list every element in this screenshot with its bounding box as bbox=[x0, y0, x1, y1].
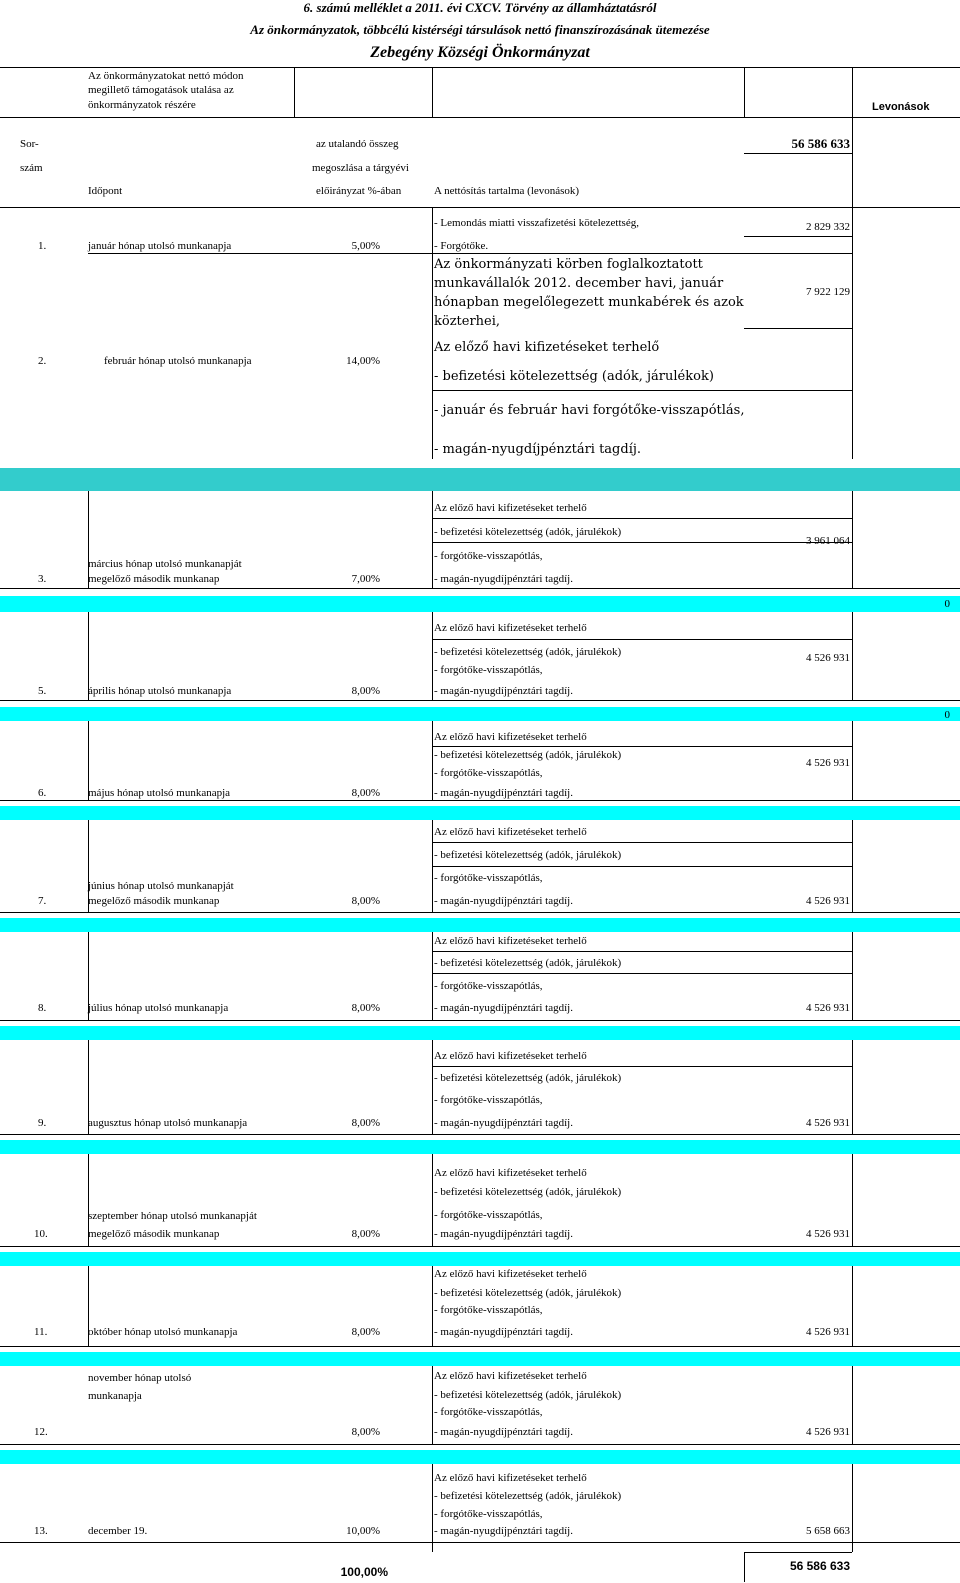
col-header-szam: szám bbox=[20, 162, 43, 174]
total-percent: 100,00% bbox=[340, 1565, 388, 1579]
row2-amount-underline bbox=[744, 328, 852, 329]
row6-divider bbox=[432, 721, 433, 800]
row12-text-befiz: - befizetési kötelezettség (adók, járulékok) bbox=[434, 1389, 622, 1401]
row1-percent: 5,00% bbox=[351, 240, 380, 252]
row1-text-forgotoke: - Forgótőke. bbox=[434, 240, 489, 252]
levonasok-label: Levonások bbox=[872, 101, 930, 113]
row3-text-befiz: - befizetési kötelezettség (adók, járulékok) bbox=[434, 526, 622, 538]
row13-text-befiz: - befizetési kötelezettség (adók, járulékok) bbox=[434, 1490, 622, 1502]
row5-bottom-border bbox=[0, 700, 960, 701]
row11-bottom-border bbox=[0, 1346, 960, 1347]
row7-date-2: megelőző második munkanap bbox=[88, 895, 220, 907]
col-header-utalando: az utalandó összeg bbox=[316, 138, 399, 150]
row12-date-1: november hónap utolsó bbox=[88, 1372, 192, 1384]
row3-number: 3. bbox=[38, 573, 47, 585]
row12-date-2: munkanapja bbox=[88, 1390, 142, 1402]
row13-text-elozo: Az előző havi kifizetéseket terhelő bbox=[434, 1472, 587, 1484]
row11-right-border bbox=[852, 1266, 853, 1346]
row2-befiz-underline bbox=[432, 390, 852, 391]
row9-number: 9. bbox=[38, 1117, 47, 1129]
row3-line-1 bbox=[432, 518, 852, 519]
row7-text-forgo: - forgótőke-visszapótlás, bbox=[434, 872, 543, 884]
row10-amount: 4 526 931 bbox=[806, 1228, 850, 1240]
row9-bottom-border bbox=[0, 1134, 960, 1135]
zero-value-1: 0 bbox=[944, 598, 950, 610]
row9-text-forgo: - forgótőke-visszapótlás, bbox=[434, 1094, 543, 1106]
row7-percent: 8,00% bbox=[351, 895, 380, 907]
row10-text-befiz: - befizetési kötelezettség (adók, járulékok) bbox=[434, 1186, 622, 1198]
row10-percent: 8,00% bbox=[351, 1228, 380, 1240]
row11-date: október hónap utolsó munkanapja bbox=[88, 1326, 238, 1338]
row7-date-1: június hónap utolsó munkanapját bbox=[88, 880, 234, 892]
row13-date: december 19. bbox=[88, 1525, 148, 1537]
row9-text-elozo: Az előző havi kifizetéseket terhelő bbox=[434, 1050, 587, 1062]
row3-text-magan: - magán-nyugdíjpénztári tagdíj. bbox=[434, 573, 573, 585]
row12-amount: 4 526 931 bbox=[806, 1426, 850, 1438]
footer-top-border bbox=[744, 1552, 852, 1553]
row8-bottom-border bbox=[0, 1020, 960, 1021]
row2-text-onk-2: munkavállalók 2012. december havi, január bbox=[434, 276, 724, 291]
header-divider-2 bbox=[432, 67, 433, 117]
row11-percent: 8,00% bbox=[351, 1326, 380, 1338]
row12-right-border bbox=[852, 1366, 853, 1444]
row3-right-border bbox=[852, 491, 853, 588]
row9-amount: 4 526 931 bbox=[806, 1117, 850, 1129]
row13-amount: 5 658 663 bbox=[806, 1525, 850, 1537]
document-subtitle: Az önkormányzatok, többcélú kistérségi társulások nettó finanszírozásának ütemezése bbox=[250, 22, 710, 37]
row2-text-onk-4: közterhei, bbox=[434, 314, 501, 329]
separator-band-9 bbox=[0, 1352, 960, 1366]
row12-text-magan: - magán-nyugdíjpénztári tagdíj. bbox=[434, 1426, 573, 1438]
row3-date-2: megelőző második munkanap bbox=[88, 573, 220, 585]
header-bottom-border bbox=[0, 117, 960, 118]
row8-text-elozo: Az előző havi kifizetéseket terhelő bbox=[434, 935, 587, 947]
row13-text-forgo: - forgótőke-visszapótlás, bbox=[434, 1508, 543, 1520]
row7-number: 7. bbox=[38, 895, 47, 907]
row11-amount: 4 526 931 bbox=[806, 1326, 850, 1338]
row1-amount-underline bbox=[744, 236, 852, 237]
header-divider-3 bbox=[744, 67, 745, 117]
row5-text-forgo: - forgótőke-visszapótlás, bbox=[434, 664, 543, 676]
row3-text-forgo: - forgótőke-visszapótlás, bbox=[434, 550, 543, 562]
row1-right-border bbox=[852, 207, 853, 459]
row2-text-elozo: Az előző havi kifizetéseket terhelő bbox=[434, 340, 660, 355]
header-divider-1 bbox=[294, 67, 295, 117]
header-right-border bbox=[852, 117, 853, 207]
row10-text-forgo: - forgótőke-visszapótlás, bbox=[434, 1209, 543, 1221]
row5-line-1 bbox=[432, 639, 852, 640]
row11-number: 11. bbox=[34, 1326, 48, 1338]
separator-band-8 bbox=[0, 1252, 960, 1266]
row12-bottom-border bbox=[0, 1444, 960, 1445]
row1-number: 1. bbox=[38, 240, 47, 252]
row8-line-1 bbox=[432, 951, 852, 952]
separator-band-7 bbox=[0, 1140, 960, 1154]
row7-bottom-border bbox=[0, 912, 960, 913]
row10-number: 10. bbox=[34, 1228, 48, 1240]
col-header-eloiranyzat: előirányzat %-ában bbox=[316, 185, 402, 197]
row5-text-befiz: - befizetési kötelezettség (adók, járulékok) bbox=[434, 646, 622, 658]
row10-date-1: szeptember hónap utolsó munkanapját bbox=[88, 1210, 257, 1222]
row13-divider bbox=[432, 1464, 433, 1552]
header-top-border bbox=[0, 67, 960, 68]
row10-date-2: megelőző második munkanap bbox=[88, 1228, 220, 1240]
row12-text-forgo: - forgótőke-visszapótlás, bbox=[434, 1406, 543, 1418]
row5-amount: 4 526 931 bbox=[806, 652, 850, 664]
row6-text-magan: - magán-nyugdíjpénztári tagdíj. bbox=[434, 787, 573, 799]
row5-text-elozo: Az előző havi kifizetéseket terhelő bbox=[434, 622, 587, 634]
row1-bottom-border bbox=[88, 253, 852, 254]
separator-band-1 bbox=[0, 468, 960, 491]
row6-amount: 4 526 931 bbox=[806, 757, 850, 769]
zero-value-2: 0 bbox=[944, 709, 950, 721]
row2-text-befiz: - befizetési kötelezettség (adók, járulékok) bbox=[434, 369, 714, 384]
row12-number: 12. bbox=[34, 1426, 48, 1438]
row13-bottom-border bbox=[0, 1542, 960, 1543]
row10-text-magan: - magán-nyugdíjpénztári tagdíj. bbox=[434, 1228, 573, 1240]
row7-line-2 bbox=[432, 866, 852, 867]
row6-line-1 bbox=[432, 746, 852, 747]
row1-date: január hónap utolsó munkanapja bbox=[88, 240, 232, 252]
row12-text-elozo: Az előző havi kifizetéseket terhelő bbox=[434, 1370, 587, 1382]
row12-percent: 8,00% bbox=[351, 1426, 380, 1438]
row9-date: augusztus hónap utolsó munkanapja bbox=[88, 1117, 248, 1129]
separator-band-10 bbox=[0, 1450, 960, 1464]
row7-right-border bbox=[852, 820, 853, 912]
row2-percent: 14,00% bbox=[346, 355, 380, 367]
row7-amount: 4 526 931 bbox=[806, 895, 850, 907]
top-left-text-3: önkormányzatok részére bbox=[88, 99, 196, 111]
row9-line-1 bbox=[432, 1066, 852, 1067]
annex-title: 6. számú melléklet a 2011. évi CXCV. Törvény az államháztatásról bbox=[303, 0, 657, 15]
row3-text-elozo: Az előző havi kifizetéseket terhelő bbox=[434, 502, 587, 514]
separator-band-4 bbox=[0, 806, 960, 820]
row3-date-1: március hónap utolsó munkanapját bbox=[88, 558, 242, 570]
col-header-sor: Sor- bbox=[20, 138, 39, 150]
row2-text-onk-3: hónapban megelőlegezett munkabérek és azok bbox=[434, 295, 744, 310]
separator-band-3 bbox=[0, 707, 960, 721]
row8-divider bbox=[432, 932, 433, 1020]
row6-text-elozo: Az előző havi kifizetéseket terhelő bbox=[434, 731, 587, 743]
row1-amount: 2 829 332 bbox=[806, 221, 850, 233]
row5-number: 5. bbox=[38, 685, 47, 697]
row1-divider bbox=[432, 207, 433, 459]
total-underline bbox=[744, 153, 852, 154]
row6-bottom-border bbox=[0, 800, 960, 801]
row8-text-magan: - magán-nyugdíjpénztári tagdíj. bbox=[434, 1002, 573, 1014]
top-left-text-2: megillető támogatások utalása az bbox=[88, 84, 234, 96]
row3-bottom-border bbox=[0, 588, 960, 589]
row11-text-elozo: Az előző havi kifizetéseket terhelő bbox=[434, 1268, 587, 1280]
row6-text-forgo: - forgótőke-visszapótlás, bbox=[434, 767, 543, 779]
row10-divider bbox=[432, 1154, 433, 1246]
row2-text-magan: - magán-nyugdíjpénztári tagdíj. bbox=[434, 442, 642, 457]
row9-text-magan: - magán-nyugdíjpénztári tagdíj. bbox=[434, 1117, 573, 1129]
row8-date: július hónap utolsó munkanapja bbox=[88, 1002, 229, 1014]
row7-text-magan: - magán-nyugdíjpénztári tagdíj. bbox=[434, 895, 573, 907]
row3-amount: 3 961 064 bbox=[806, 535, 850, 547]
municipality-name: Zebegény Községi Önkormányzat bbox=[370, 44, 590, 61]
row9-right-border bbox=[852, 1040, 853, 1134]
row3-percent: 7,00% bbox=[351, 573, 380, 585]
row11-text-magan: - magán-nyugdíjpénztári tagdíj. bbox=[434, 1326, 573, 1338]
row11-text-befiz: - befizetési kötelezettség (adók, járulékok) bbox=[434, 1287, 622, 1299]
row5-date: április hónap utolsó munkanapja bbox=[88, 685, 232, 697]
separator-band-2 bbox=[0, 596, 960, 612]
row12-divider bbox=[432, 1366, 433, 1444]
row8-right-border bbox=[852, 932, 853, 1020]
row6-date: május hónap utolsó munkanapja bbox=[88, 787, 231, 799]
row6-percent: 8,00% bbox=[351, 787, 380, 799]
row8-text-befiz: - befizetési kötelezettség (adók, járulékok) bbox=[434, 957, 622, 969]
top-left-text-1: Az önkormányzatokat nettó módon bbox=[88, 70, 244, 82]
row8-line-2 bbox=[432, 973, 852, 974]
row2-text-janfeb: - január és február havi forgótőke-visszapótlás, bbox=[434, 403, 745, 418]
col-header-idopont: Időpont bbox=[88, 185, 123, 197]
total-amount-header: 56 586 633 bbox=[791, 136, 850, 151]
row5-right-border bbox=[852, 612, 853, 700]
row10-bottom-border bbox=[0, 1246, 960, 1247]
separator-band-6 bbox=[0, 1026, 960, 1040]
row13-text-magan: - magán-nyugdíjpénztári tagdíj. bbox=[434, 1525, 573, 1537]
row9-percent: 8,00% bbox=[351, 1117, 380, 1129]
header-divider-4 bbox=[852, 67, 853, 117]
col-header-megoszlasa: megoszlása a tárgyévi bbox=[312, 162, 409, 174]
row2-number: 2. bbox=[38, 355, 47, 367]
row2-amount: 7 922 129 bbox=[806, 286, 850, 298]
row6-number: 6. bbox=[38, 787, 47, 799]
row1-top-border bbox=[0, 207, 960, 208]
row8-number: 8. bbox=[38, 1002, 47, 1014]
row11-text-forgo: - forgótőke-visszapótlás, bbox=[434, 1304, 543, 1316]
row2-date: február hónap utolsó munkanapja bbox=[104, 355, 252, 367]
row11-divider bbox=[432, 1266, 433, 1346]
row5-divider bbox=[432, 612, 433, 700]
row7-line-1 bbox=[432, 842, 852, 843]
row5-text-magan: - magán-nyugdíjpénztári tagdíj. bbox=[434, 685, 573, 697]
row9-text-befiz: - befizetési kötelezettség (adók, járulékok) bbox=[434, 1072, 622, 1084]
row13-percent: 10,00% bbox=[346, 1525, 380, 1537]
row1-text-lemondas: - Lemondás miatti visszafizetési kötelezettség, bbox=[434, 217, 639, 229]
row8-amount: 4 526 931 bbox=[806, 1002, 850, 1014]
row7-text-befiz: - befizetési kötelezettség (adók, járulékok) bbox=[434, 849, 622, 861]
row8-percent: 8,00% bbox=[351, 1002, 380, 1014]
row8-text-forgo: - forgótőke-visszapótlás, bbox=[434, 980, 543, 992]
total-amount: 56 586 633 bbox=[789, 1559, 850, 1573]
row7-text-elozo: Az előző havi kifizetéseket terhelő bbox=[434, 826, 587, 838]
row10-text-elozo: Az előző havi kifizetéseket terhelő bbox=[434, 1167, 587, 1179]
row9-divider bbox=[432, 1040, 433, 1134]
col-header-tartalma: A nettósítás tartalma (levonások) bbox=[434, 185, 580, 197]
row10-right-border bbox=[852, 1154, 853, 1246]
row5-percent: 8,00% bbox=[351, 685, 380, 697]
row13-right-border bbox=[852, 1464, 853, 1552]
row3-divider bbox=[432, 491, 433, 588]
row6-text-befiz: - befizetési kötelezettség (adók, járulékok) bbox=[434, 749, 622, 761]
separator-band-5 bbox=[0, 918, 960, 932]
row6-right-border bbox=[852, 721, 853, 800]
row2-text-onk-1: Az önkormányzati körben foglalkoztatott bbox=[434, 257, 703, 272]
row13-number: 13. bbox=[34, 1525, 48, 1537]
